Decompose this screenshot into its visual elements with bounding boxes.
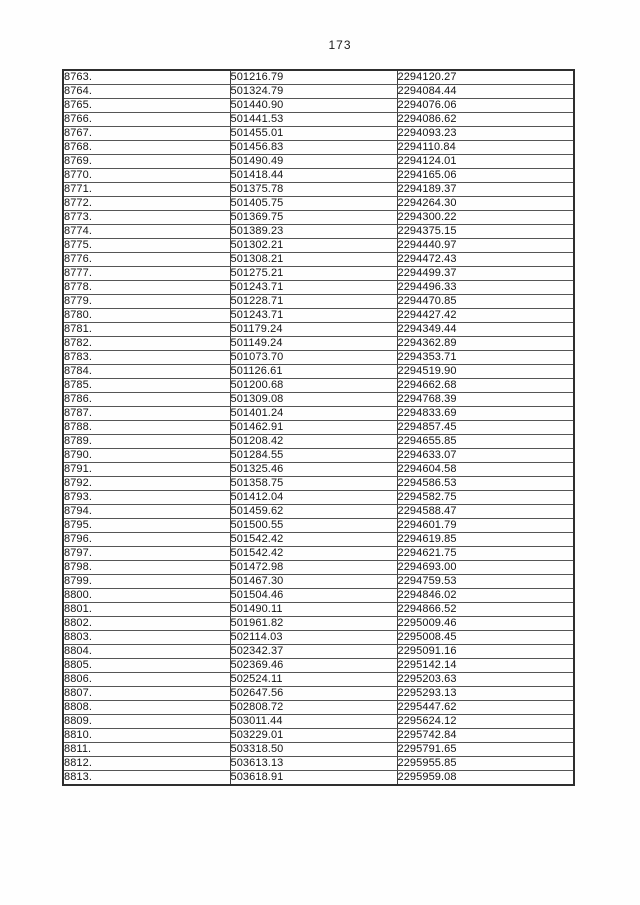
- x-coordinate-cell: 501455.01: [230, 127, 397, 141]
- point-index-cell: 8772.: [63, 197, 230, 211]
- table-row: [63, 253, 574, 267]
- x-coordinate-cell: 502342.37: [230, 645, 397, 659]
- table-row: [63, 197, 574, 211]
- point-index-cell: 8778.: [63, 281, 230, 295]
- point-index-cell: 8790.: [63, 449, 230, 463]
- y-coordinate-cell: 2294601.79: [397, 519, 574, 533]
- table-row: [63, 113, 574, 127]
- table-row: [63, 491, 574, 505]
- x-coordinate-cell: 501149.24: [230, 337, 397, 351]
- x-coordinate-cell: 501418.44: [230, 169, 397, 183]
- x-coordinate-cell: 501243.71: [230, 309, 397, 323]
- table-row: [63, 337, 574, 351]
- point-index-cell: 8784.: [63, 365, 230, 379]
- x-coordinate-cell: 501126.61: [230, 365, 397, 379]
- point-index-cell: 8763.: [63, 70, 230, 85]
- point-index-cell: 8799.: [63, 575, 230, 589]
- y-coordinate-cell: 2295008.45: [397, 631, 574, 645]
- x-coordinate-cell: 501308.21: [230, 253, 397, 267]
- y-coordinate-cell: 2294076.06: [397, 99, 574, 113]
- point-index-cell: 8769.: [63, 155, 230, 169]
- x-coordinate-cell: 501358.75: [230, 477, 397, 491]
- y-coordinate-cell: 2294588.47: [397, 505, 574, 519]
- y-coordinate-cell: 2294375.15: [397, 225, 574, 239]
- x-coordinate-cell: 502524.11: [230, 673, 397, 687]
- table-row: [63, 127, 574, 141]
- x-coordinate-cell: 502647.56: [230, 687, 397, 701]
- y-coordinate-cell: 2294496.33: [397, 281, 574, 295]
- point-index-cell: 8775.: [63, 239, 230, 253]
- x-coordinate-cell: 503318.50: [230, 743, 397, 757]
- point-index-cell: 8788.: [63, 421, 230, 435]
- point-index-cell: 8809.: [63, 715, 230, 729]
- table-row: [63, 687, 574, 701]
- y-coordinate-cell: 2294586.53: [397, 477, 574, 491]
- point-index-cell: 8773.: [63, 211, 230, 225]
- table-row: [63, 449, 574, 463]
- point-index-cell: 8780.: [63, 309, 230, 323]
- x-coordinate-cell: 501325.46: [230, 463, 397, 477]
- table-row: [63, 771, 574, 786]
- point-index-cell: 8794.: [63, 505, 230, 519]
- point-index-cell: 8810.: [63, 729, 230, 743]
- y-coordinate-cell: 2294655.85: [397, 435, 574, 449]
- table-row: [63, 729, 574, 743]
- y-coordinate-cell: 2294120.27: [397, 70, 574, 85]
- x-coordinate-cell: 501490.11: [230, 603, 397, 617]
- point-index-cell: 8804.: [63, 645, 230, 659]
- x-coordinate-cell: 501440.90: [230, 99, 397, 113]
- point-index-cell: 8805.: [63, 659, 230, 673]
- table-row: [63, 365, 574, 379]
- x-coordinate-cell: 501542.42: [230, 533, 397, 547]
- table-row: [63, 421, 574, 435]
- table-row: [63, 519, 574, 533]
- x-coordinate-cell: 501179.24: [230, 323, 397, 337]
- point-index-cell: 8807.: [63, 687, 230, 701]
- y-coordinate-cell: 2294124.01: [397, 155, 574, 169]
- point-index-cell: 8812.: [63, 757, 230, 771]
- x-coordinate-cell: 501542.42: [230, 547, 397, 561]
- table-row: [63, 239, 574, 253]
- point-index-cell: 8782.: [63, 337, 230, 351]
- point-index-cell: 8776.: [63, 253, 230, 267]
- y-coordinate-cell: 2294300.22: [397, 211, 574, 225]
- x-coordinate-cell: 501490.49: [230, 155, 397, 169]
- y-coordinate-cell: 2294846.02: [397, 589, 574, 603]
- point-index-cell: 8800.: [63, 589, 230, 603]
- x-coordinate-cell: 503011.44: [230, 715, 397, 729]
- table-row: [63, 407, 574, 421]
- y-coordinate-cell: 2295293.13: [397, 687, 574, 701]
- x-coordinate-cell: 501216.79: [230, 70, 397, 85]
- table-row: [63, 393, 574, 407]
- point-index-cell: 8786.: [63, 393, 230, 407]
- table-row: [63, 183, 574, 197]
- table-row: [63, 281, 574, 295]
- y-coordinate-cell: 2294362.89: [397, 337, 574, 351]
- point-index-cell: 8777.: [63, 267, 230, 281]
- table-row: [63, 701, 574, 715]
- point-index-cell: 8766.: [63, 113, 230, 127]
- coordinates-table-body: [63, 70, 574, 785]
- y-coordinate-cell: 2294264.30: [397, 197, 574, 211]
- y-coordinate-cell: 2295009.46: [397, 617, 574, 631]
- y-coordinate-cell: 2294621.75: [397, 547, 574, 561]
- coordinates-table: [62, 69, 575, 786]
- y-coordinate-cell: 2294833.69: [397, 407, 574, 421]
- table-row: [63, 533, 574, 547]
- point-index-cell: 8768.: [63, 141, 230, 155]
- y-coordinate-cell: 2295955.85: [397, 757, 574, 771]
- point-index-cell: 8791.: [63, 463, 230, 477]
- point-index-cell: 8771.: [63, 183, 230, 197]
- y-coordinate-cell: 2295742.84: [397, 729, 574, 743]
- y-coordinate-cell: 2294349.44: [397, 323, 574, 337]
- point-index-cell: 8774.: [63, 225, 230, 239]
- point-index-cell: 8781.: [63, 323, 230, 337]
- x-coordinate-cell: 501073.70: [230, 351, 397, 365]
- x-coordinate-cell: 501472.98: [230, 561, 397, 575]
- x-coordinate-cell: 501228.71: [230, 295, 397, 309]
- table-row: [63, 589, 574, 603]
- x-coordinate-cell: 501459.62: [230, 505, 397, 519]
- table-row: [63, 463, 574, 477]
- point-index-cell: 8795.: [63, 519, 230, 533]
- y-coordinate-cell: 2294759.53: [397, 575, 574, 589]
- y-coordinate-cell: 2294619.85: [397, 533, 574, 547]
- y-coordinate-cell: 2295091.16: [397, 645, 574, 659]
- point-index-cell: 8787.: [63, 407, 230, 421]
- table-row: [63, 561, 574, 575]
- y-coordinate-cell: 2295142.14: [397, 659, 574, 673]
- x-coordinate-cell: 503613.13: [230, 757, 397, 771]
- y-coordinate-cell: 2294633.07: [397, 449, 574, 463]
- y-coordinate-cell: 2294662.68: [397, 379, 574, 393]
- point-index-cell: 8801.: [63, 603, 230, 617]
- y-coordinate-cell: 2294165.06: [397, 169, 574, 183]
- y-coordinate-cell: 2294189.37: [397, 183, 574, 197]
- y-coordinate-cell: 2295624.12: [397, 715, 574, 729]
- table-row: [63, 547, 574, 561]
- y-coordinate-cell: 2294768.39: [397, 393, 574, 407]
- point-index-cell: 8764.: [63, 85, 230, 99]
- table-row: [63, 757, 574, 771]
- x-coordinate-cell: 501504.46: [230, 589, 397, 603]
- table-row: [63, 659, 574, 673]
- table-row: [63, 155, 574, 169]
- table-row: [63, 645, 574, 659]
- y-coordinate-cell: 2294427.42: [397, 309, 574, 323]
- table-row: [63, 575, 574, 589]
- x-coordinate-cell: 501302.21: [230, 239, 397, 253]
- y-coordinate-cell: 2294519.90: [397, 365, 574, 379]
- table-row: [63, 323, 574, 337]
- x-coordinate-cell: 501500.55: [230, 519, 397, 533]
- x-coordinate-cell: 502808.72: [230, 701, 397, 715]
- y-coordinate-cell: 2294086.62: [397, 113, 574, 127]
- y-coordinate-cell: 2294499.37: [397, 267, 574, 281]
- table-row: [63, 70, 574, 85]
- table-row: [63, 603, 574, 617]
- y-coordinate-cell: 2294604.58: [397, 463, 574, 477]
- table-row: [63, 267, 574, 281]
- x-coordinate-cell: 501275.21: [230, 267, 397, 281]
- y-coordinate-cell: 2295791.65: [397, 743, 574, 757]
- point-index-cell: 8813.: [63, 771, 230, 786]
- y-coordinate-cell: 2294470.85: [397, 295, 574, 309]
- y-coordinate-cell: 2294866.52: [397, 603, 574, 617]
- x-coordinate-cell: 501441.53: [230, 113, 397, 127]
- y-coordinate-cell: 2295203.63: [397, 673, 574, 687]
- point-index-cell: 8765.: [63, 99, 230, 113]
- point-index-cell: 8770.: [63, 169, 230, 183]
- x-coordinate-cell: 501467.30: [230, 575, 397, 589]
- table-row: [63, 477, 574, 491]
- table-row: [63, 211, 574, 225]
- point-index-cell: 8767.: [63, 127, 230, 141]
- x-coordinate-cell: 501369.75: [230, 211, 397, 225]
- point-index-cell: 8802.: [63, 617, 230, 631]
- table-row: [63, 715, 574, 729]
- x-coordinate-cell: 501405.75: [230, 197, 397, 211]
- table-row: [63, 631, 574, 645]
- y-coordinate-cell: 2294440.97: [397, 239, 574, 253]
- table-row: [63, 435, 574, 449]
- table-row: [63, 351, 574, 365]
- page-number: 173: [328, 38, 352, 52]
- x-coordinate-cell: 501309.08: [230, 393, 397, 407]
- x-coordinate-cell: 501412.04: [230, 491, 397, 505]
- point-index-cell: 8789.: [63, 435, 230, 449]
- x-coordinate-cell: 501462.91: [230, 421, 397, 435]
- y-coordinate-cell: 2294582.75: [397, 491, 574, 505]
- table-row: [63, 673, 574, 687]
- table-row: [63, 379, 574, 393]
- y-coordinate-cell: 2294353.71: [397, 351, 574, 365]
- point-index-cell: 8806.: [63, 673, 230, 687]
- x-coordinate-cell: 501961.82: [230, 617, 397, 631]
- table-row: [63, 85, 574, 99]
- x-coordinate-cell: 501243.71: [230, 281, 397, 295]
- x-coordinate-cell: 501389.23: [230, 225, 397, 239]
- x-coordinate-cell: 502369.46: [230, 659, 397, 673]
- y-coordinate-cell: 2294093.23: [397, 127, 574, 141]
- table-row: [63, 99, 574, 113]
- table-row: [63, 505, 574, 519]
- point-index-cell: 8803.: [63, 631, 230, 645]
- y-coordinate-cell: 2294472.43: [397, 253, 574, 267]
- y-coordinate-cell: 2295959.08: [397, 771, 574, 786]
- x-coordinate-cell: 503618.91: [230, 771, 397, 786]
- x-coordinate-cell: 502114.03: [230, 631, 397, 645]
- point-index-cell: 8792.: [63, 477, 230, 491]
- y-coordinate-cell: 2294110.84: [397, 141, 574, 155]
- table-row: [63, 169, 574, 183]
- point-index-cell: 8796.: [63, 533, 230, 547]
- point-index-cell: 8811.: [63, 743, 230, 757]
- y-coordinate-cell: 2294857.45: [397, 421, 574, 435]
- point-index-cell: 8808.: [63, 701, 230, 715]
- table-row: [63, 309, 574, 323]
- table-row: [63, 295, 574, 309]
- point-index-cell: 8797.: [63, 547, 230, 561]
- y-coordinate-cell: 2294693.00: [397, 561, 574, 575]
- x-coordinate-cell: 501200.68: [230, 379, 397, 393]
- table-row: [63, 617, 574, 631]
- table-row: [63, 743, 574, 757]
- x-coordinate-cell: 501375.78: [230, 183, 397, 197]
- x-coordinate-cell: 501401.24: [230, 407, 397, 421]
- point-index-cell: 8785.: [63, 379, 230, 393]
- x-coordinate-cell: 501324.79: [230, 85, 397, 99]
- table-row: [63, 141, 574, 155]
- point-index-cell: 8783.: [63, 351, 230, 365]
- x-coordinate-cell: 503229.01: [230, 729, 397, 743]
- point-index-cell: 8793.: [63, 491, 230, 505]
- x-coordinate-cell: 501208.42: [230, 435, 397, 449]
- x-coordinate-cell: 501456.83: [230, 141, 397, 155]
- y-coordinate-cell: 2294084.44: [397, 85, 574, 99]
- point-index-cell: 8779.: [63, 295, 230, 309]
- point-index-cell: 8798.: [63, 561, 230, 575]
- y-coordinate-cell: 2295447.62: [397, 701, 574, 715]
- x-coordinate-cell: 501284.55: [230, 449, 397, 463]
- table-row: [63, 225, 574, 239]
